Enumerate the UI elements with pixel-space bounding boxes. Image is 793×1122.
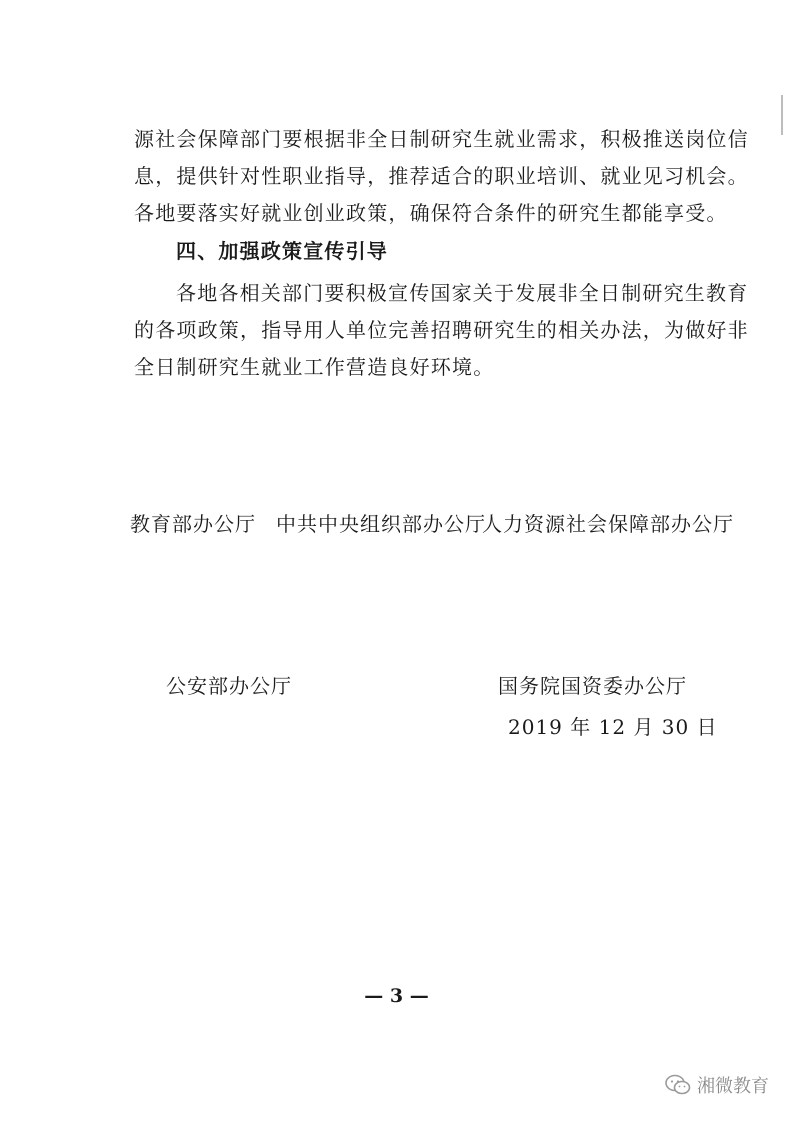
paragraph-line: 各地要落实好就业创业政策，确保符合条件的研究生都能享受。: [134, 201, 728, 225]
paragraph-line: 源社会保障部门要根据非全日制研究生就业需求，积极推送岗位信: [134, 127, 749, 151]
paragraph-line: 各地各相关部门要积极宣传国家关于发展非全日制研究生教育: [176, 281, 749, 305]
signature-date: 2019 年 12 月 30 日: [508, 715, 718, 739]
scan-edge-mark: [781, 95, 783, 135]
watermark-text: 湘微教育: [697, 1076, 769, 1097]
page-number: — 3 —: [364, 985, 429, 1007]
signature-org-organization-dept: 中共中央组织部办公厅: [276, 512, 486, 536]
paragraph-employment-support: [134, 121, 749, 232]
paragraph-line: 全日制研究生就业工作营造良好环境。: [134, 355, 495, 379]
watermark: [665, 1072, 769, 1098]
paragraph-policy-promotion: [134, 275, 749, 386]
signature-org-hrss: 人力资源社会保障部办公厅: [482, 512, 734, 536]
section-heading: 四、加强政策宣传引导: [176, 239, 388, 263]
paragraph-line: 息，提供针对性职业指导，推荐适合的职业培训、就业见习机会。: [134, 164, 749, 188]
signature-org-sasac: 国务院国资委办公厅: [498, 674, 687, 698]
signature-org-public-security: 公安部办公厅: [166, 674, 292, 698]
paragraph-line: 的各项政策，指导用人单位完善招聘研究生的相关办法，为做好非: [134, 318, 749, 342]
signature-org-moe: 教育部办公厅: [130, 512, 256, 536]
wechat-icon: [665, 1074, 691, 1096]
